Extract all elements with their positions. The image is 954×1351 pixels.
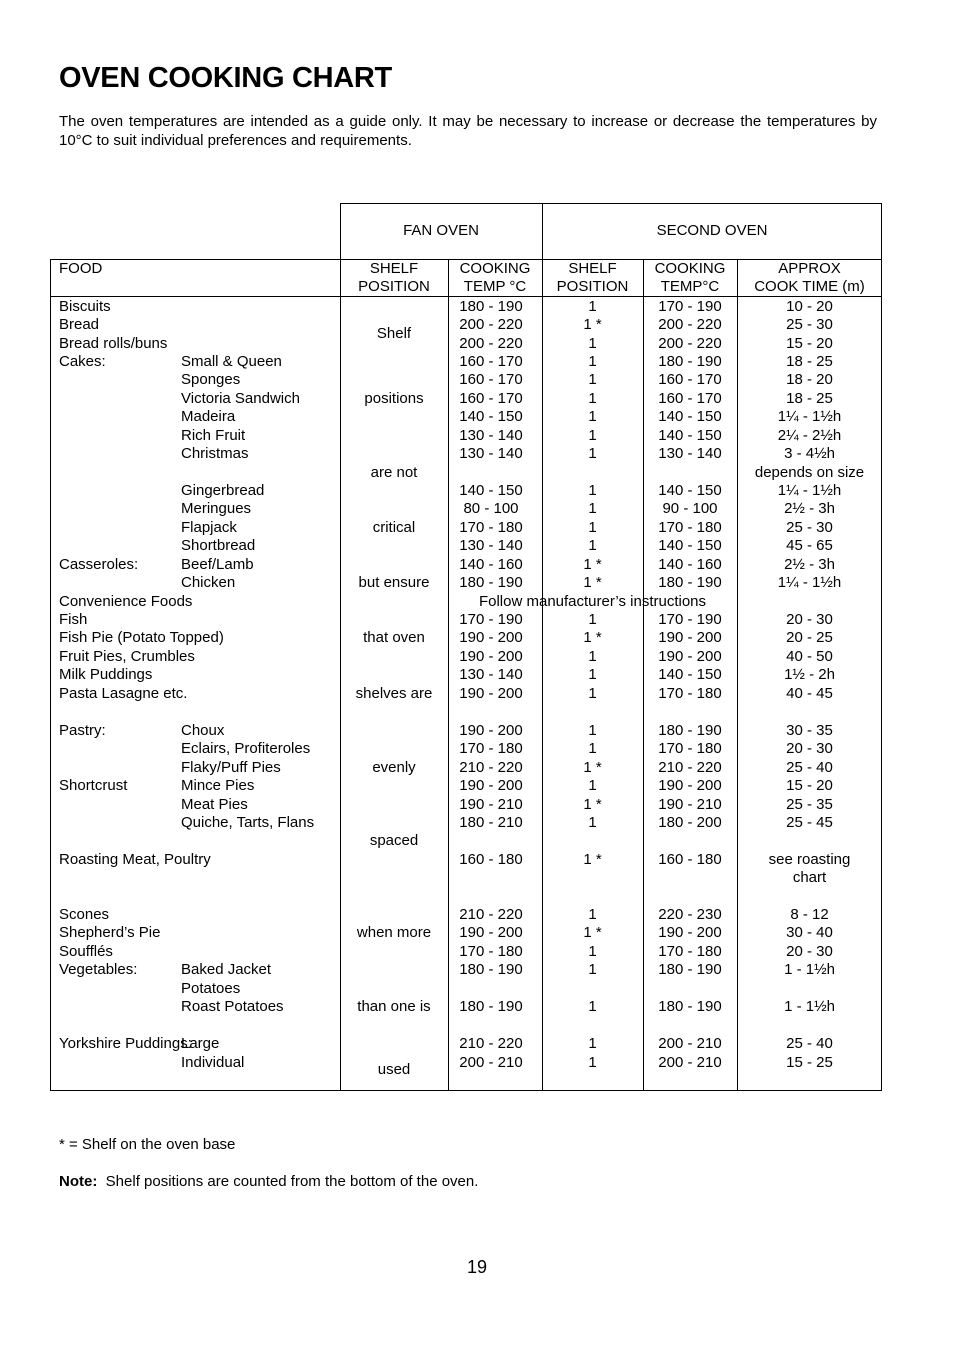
cell-ss: 1: [588, 740, 597, 757]
cell-ft: 170 - 180: [459, 519, 523, 536]
cell-ct: 1 - 1½h: [784, 998, 835, 1015]
cell-ft: 130 - 140: [459, 666, 523, 683]
cell-ft: 170 - 180: [459, 943, 523, 960]
cell-ct: 25 - 40: [786, 1035, 833, 1052]
cell-st: 140 - 150: [658, 408, 722, 425]
cell-ft: 130 - 140: [459, 427, 523, 444]
cell-ss: 1: [588, 611, 597, 628]
second-temp-header: COOKING TEMP°C: [654, 260, 726, 295]
cell-ft: 180 - 190: [459, 998, 523, 1015]
cell-f2: Rich Fruit: [181, 427, 246, 444]
cell-ss: 1 *: [583, 556, 602, 573]
shelf-note-word: that oven: [363, 629, 425, 646]
cell-st: 210 - 220: [658, 759, 722, 776]
cell-st: 190 - 200: [658, 648, 722, 665]
cell-f1: Milk Puddings: [59, 666, 153, 683]
cell-ss: 1 *: [583, 924, 602, 941]
cell-ft: 180 - 190: [459, 298, 523, 315]
cell-ft: 170 - 180: [459, 740, 523, 757]
cell-ft: 190 - 200: [459, 685, 523, 702]
cell-f1: Soufflés: [59, 943, 113, 960]
cell-ss: 1: [588, 814, 597, 831]
note-label: Note:: [59, 1173, 98, 1190]
cell-f1: Yorkshire Puddings:: [59, 1035, 192, 1052]
cell-ft: 80 - 100: [463, 500, 519, 517]
cell-st: 190 - 210: [658, 796, 722, 813]
cell-st: 160 - 180: [658, 851, 722, 868]
cell-ss: 1: [588, 943, 597, 960]
cell-st: 180 - 190: [658, 961, 722, 978]
cell-st: 140 - 150: [658, 537, 722, 554]
cell-st: 140 - 160: [658, 556, 722, 573]
cell-ft: 190 - 200: [459, 924, 523, 941]
cell-f1: Bread rolls/buns: [59, 335, 168, 352]
cell-ft: 200 - 220: [459, 335, 523, 352]
cell-ct: see roasting: [768, 851, 851, 868]
cell-ss: 1: [588, 537, 597, 554]
cell-ct: 20 - 30: [786, 740, 833, 757]
shelf-note-word: critical: [372, 519, 416, 536]
cell-span-note: Follow manufacturer’s instructions: [478, 593, 707, 610]
page-title: OVEN COOKING CHART: [59, 62, 392, 94]
cell-ct: 25 - 45: [786, 814, 833, 831]
cell-ss: 1: [588, 408, 597, 425]
second-oven-header: SECOND OVEN: [656, 222, 768, 239]
cell-ss: 1: [588, 666, 597, 683]
cell-ss: 1: [588, 427, 597, 444]
cell-st: 160 - 170: [658, 390, 722, 407]
col-line-1: [340, 259, 341, 1091]
cell-ct: 18 - 25: [786, 353, 833, 370]
cell-f2: Flaky/Puff Pies: [181, 759, 281, 776]
cell-f2: Chicken: [181, 574, 236, 591]
note-text: Shelf positions are counted from the bottom of the oven.: [105, 1173, 479, 1190]
cell-st: 200 - 220: [658, 335, 722, 352]
cell-f2: Large: [181, 1035, 220, 1052]
cell-f2: Flapjack: [181, 519, 237, 536]
cell-ft: 160 - 170: [459, 353, 523, 370]
cell-ct: 18 - 25: [786, 390, 833, 407]
cell-ss: 1: [588, 298, 597, 315]
cell-ft: 160 - 170: [459, 371, 523, 388]
cell-st: 190 - 200: [658, 777, 722, 794]
cell-ct: depends on size: [754, 464, 865, 481]
cell-f1: Fish Pie (Potato Topped): [59, 629, 224, 646]
cell-ss: 1: [588, 906, 597, 923]
cell-f1: Cakes:: [59, 353, 106, 370]
cell-ss: 1: [588, 998, 597, 1015]
page-number: 19: [466, 1257, 488, 1277]
cell-ss: 1 *: [583, 316, 602, 333]
cell-f2: Individual: [181, 1054, 245, 1071]
cell-ss: 1: [588, 482, 597, 499]
cell-ct: 30 - 35: [786, 722, 833, 739]
cell-ct: 8 - 12: [790, 906, 829, 923]
cell-st: 200 - 210: [658, 1035, 722, 1052]
cell-ft: 130 - 140: [459, 537, 523, 554]
cell-ft: 200 - 210: [459, 1054, 523, 1071]
cell-ss: 1: [588, 1035, 597, 1052]
cell-ct: 1 - 1½h: [784, 961, 835, 978]
cell-ft: 180 - 190: [459, 574, 523, 591]
cell-ft: 200 - 220: [459, 316, 523, 333]
cell-ct: chart: [792, 869, 827, 886]
cell-ss: 1: [588, 722, 597, 739]
cell-st: 170 - 190: [658, 611, 722, 628]
cell-f2: Beef/Lamb: [181, 556, 254, 573]
cell-ft: 180 - 210: [459, 814, 523, 831]
cell-f1: Convenience Foods: [59, 593, 193, 610]
cell-st: 170 - 180: [658, 943, 722, 960]
cell-f2: Small & Queen: [181, 353, 282, 370]
cell-ss: 1: [588, 390, 597, 407]
cell-ct: 25 - 30: [786, 519, 833, 536]
cell-st: 140 - 150: [658, 482, 722, 499]
cell-ct: 25 - 40: [786, 759, 833, 776]
cell-ct: 25 - 35: [786, 796, 833, 813]
cell-ct: 40 - 50: [786, 648, 833, 665]
cell-f2: Quiche, Tarts, Flans: [181, 814, 315, 831]
cell-ft: 160 - 180: [459, 851, 523, 868]
fan-temp-header: COOKING TEMP °C: [459, 260, 531, 295]
cell-ct: 1½ - 2h: [784, 666, 835, 683]
second-shelf-header: SHELF POSITION: [556, 260, 629, 295]
cell-st: 170 - 180: [658, 740, 722, 757]
cell-f1: Casseroles:: [59, 556, 139, 573]
cell-ss: 1: [588, 500, 597, 517]
cell-ft: 190 - 200: [459, 629, 523, 646]
cell-ct: 40 - 45: [786, 685, 833, 702]
fan-oven-header: FAN OVEN: [403, 222, 479, 239]
cell-f2: Roast Potatoes: [181, 998, 284, 1015]
cell-ft: 140 - 160: [459, 556, 523, 573]
cell-st: 200 - 220: [658, 316, 722, 333]
cell-ss: 1 *: [583, 796, 602, 813]
cell-ft: 210 - 220: [459, 759, 523, 776]
cell-ct: 15 - 20: [786, 335, 833, 352]
cell-f1: Shepherd’s Pie: [59, 924, 161, 941]
shelf-note-word: when more: [356, 924, 432, 941]
cell-ss: 1 *: [583, 851, 602, 868]
cell-f2: Eclairs, Profiteroles: [181, 740, 311, 757]
cell-f2: Madeira: [181, 408, 236, 425]
cell-st: 220 - 230: [658, 906, 722, 923]
cell-ft: 160 - 170: [459, 390, 523, 407]
cell-ct: 2½ - 3h: [784, 556, 835, 573]
cell-f2: Shortbread: [181, 537, 256, 554]
cell-st: 130 - 140: [658, 445, 722, 462]
cell-ct: 2¼ - 2½h: [777, 427, 842, 444]
cell-ct: 10 - 20: [786, 298, 833, 315]
cell-f2: Mince Pies: [181, 777, 255, 794]
footnote: * = Shelf on the oven base: [59, 1136, 236, 1153]
cell-ss: 1: [588, 519, 597, 536]
cell-f2: Potatoes: [181, 980, 241, 997]
cell-ft: 130 - 140: [459, 445, 523, 462]
cell-ft: 190 - 200: [459, 648, 523, 665]
cell-ft: 190 - 200: [459, 777, 523, 794]
cell-st: 180 - 200: [658, 814, 722, 831]
cell-ct: 1¼ - 1½h: [777, 482, 842, 499]
cell-ss: 1: [588, 1054, 597, 1071]
shelf-note-word: evenly: [372, 759, 416, 776]
cell-ct: 15 - 20: [786, 777, 833, 794]
cell-ct: 1¼ - 1½h: [777, 574, 842, 591]
cell-ct: 45 - 65: [786, 537, 833, 554]
cell-f2: Choux: [181, 722, 225, 739]
cell-f1: Shortcrust: [59, 777, 128, 794]
cell-ss: 1: [588, 335, 597, 352]
cell-ss: 1: [588, 353, 597, 370]
cell-ss: 1: [588, 961, 597, 978]
cell-ss: 1 *: [583, 759, 602, 776]
note-line: [59, 1173, 478, 1190]
cell-st: 170 - 190: [658, 298, 722, 315]
cell-ft: 190 - 210: [459, 796, 523, 813]
cell-st: 140 - 150: [658, 427, 722, 444]
cell-ct: 20 - 30: [786, 943, 833, 960]
cell-f1: Biscuits: [59, 298, 111, 315]
cell-ss: 1: [588, 648, 597, 665]
cell-f1: Bread: [59, 316, 100, 333]
cell-f2: Baked Jacket: [181, 961, 272, 978]
cell-st: 160 - 170: [658, 371, 722, 388]
cell-f2: Victoria Sandwich: [181, 390, 300, 407]
cell-ct: 25 - 30: [786, 316, 833, 333]
shelf-note-word: used: [377, 1061, 411, 1078]
cell-ct: 15 - 25: [786, 1054, 833, 1071]
cell-f2: Meat Pies: [181, 796, 248, 813]
cell-ss: 1 *: [583, 574, 602, 591]
column-header-rule: [50, 296, 882, 297]
shelf-note-word: are not: [370, 464, 418, 481]
cell-st: 200 - 210: [658, 1054, 722, 1071]
cook-time-header: APPROX COOK TIME (m): [754, 260, 865, 295]
cell-ct: 20 - 30: [786, 611, 833, 628]
shelf-note-word: spaced: [369, 832, 419, 849]
cell-f1: Roasting Meat, Poultry: [59, 851, 211, 868]
cell-ct: 1¼ - 1½h: [777, 408, 842, 425]
cell-ft: 210 - 220: [459, 1035, 523, 1052]
shelf-note-word: but ensure: [358, 574, 430, 591]
cell-st: 140 - 150: [658, 666, 722, 683]
cell-st: 190 - 200: [658, 629, 722, 646]
cell-st: 180 - 190: [658, 353, 722, 370]
cell-ct: 18 - 20: [786, 371, 833, 388]
shelf-note-word: shelves are: [355, 685, 433, 702]
cell-f1: Vegetables:: [59, 961, 138, 978]
cell-ss: 1: [588, 777, 597, 794]
cell-ct: 20 - 25: [786, 629, 833, 646]
cell-f1: Scones: [59, 906, 110, 923]
cell-st: 170 - 180: [658, 685, 722, 702]
cell-f1: Fruit Pies, Crumbles: [59, 648, 195, 665]
cell-ft: 140 - 150: [459, 482, 523, 499]
cell-f1: Fish: [59, 611, 88, 628]
cell-st: 180 - 190: [658, 998, 722, 1015]
cell-st: 180 - 190: [658, 574, 722, 591]
shelf-note-word: Shelf: [376, 325, 412, 342]
cell-st: 170 - 180: [658, 519, 722, 536]
cell-ct: 3 - 4½h: [784, 445, 835, 462]
cell-f2: Christmas: [181, 445, 249, 462]
cell-ft: 140 - 150: [459, 408, 523, 425]
food-header: FOOD: [59, 260, 103, 277]
intro-paragraph: The oven temperatures are intended as a guide only. It may be necessary to increase or decrease the temperatures by 10°C to suit individual preferences and requirements.: [59, 113, 877, 149]
cell-st: 180 - 190: [658, 722, 722, 739]
cell-ft: 190 - 200: [459, 722, 523, 739]
cell-f2: Meringues: [181, 500, 252, 517]
cell-ss: 1: [588, 685, 597, 702]
cell-st: 190 - 200: [658, 924, 722, 941]
cell-f1: Pastry:: [59, 722, 106, 739]
cell-ft: 170 - 190: [459, 611, 523, 628]
fan-shelf-header: SHELF POSITION: [358, 260, 430, 295]
cell-ss: 1 *: [583, 629, 602, 646]
cell-ss: 1: [588, 445, 597, 462]
shelf-note-word: than one is: [357, 998, 431, 1015]
cell-ft: 180 - 190: [459, 961, 523, 978]
cell-f1: Pasta Lasagne etc.: [59, 685, 188, 702]
cell-st: 90 - 100: [662, 500, 718, 517]
cell-ss: 1: [588, 371, 597, 388]
cell-f2: Sponges: [181, 371, 241, 388]
cell-f2: Gingerbread: [181, 482, 265, 499]
shelf-note-word: positions: [364, 390, 424, 407]
cell-ct: 30 - 40: [786, 924, 833, 941]
cell-ft: 210 - 220: [459, 906, 523, 923]
cell-ct: 2½ - 3h: [784, 500, 835, 517]
